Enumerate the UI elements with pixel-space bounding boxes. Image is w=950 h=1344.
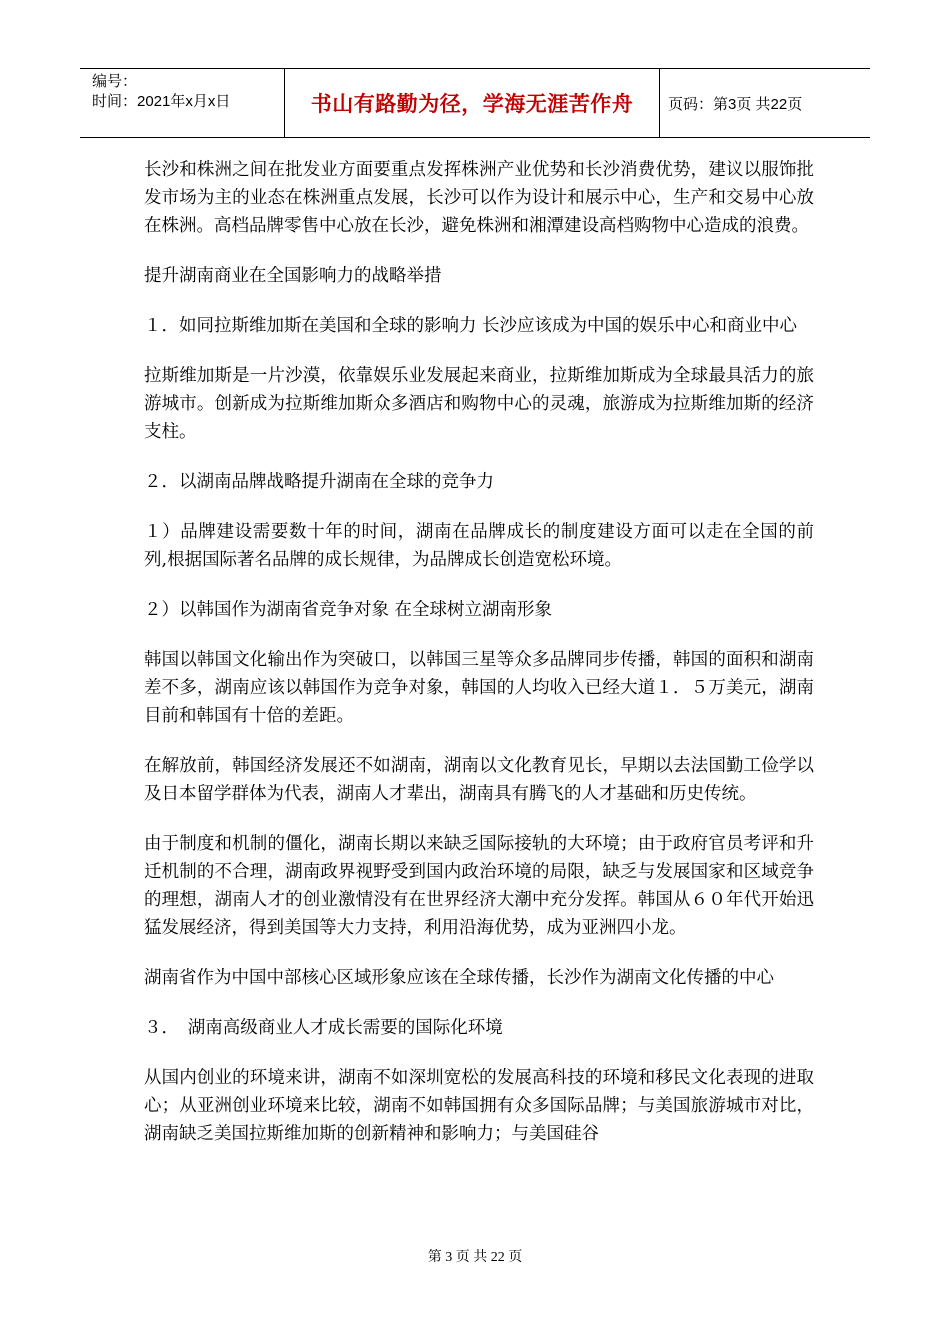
footer-page-number: 第 3 页 共 22 页: [427, 1250, 523, 1265]
paragraph: 湖南省作为中国中部核心区域形象应该在全球传播，长沙作为湖南文化传播的中心: [144, 968, 774, 988]
paragraph: 在解放前，韩国经济发展还不如湖南，湖南以文化教育见长，早期以去法国勤工俭学以及日本留学群体为代表，湖南人才辈出，湖南具有腾飞的人才基础和历史传统。: [144, 756, 814, 804]
section-heading: ３． 湖南高级商业人才成长需要的国际化环境: [144, 1018, 503, 1038]
page-header: [80, 68, 870, 138]
section-heading: ２）以韩国作为湖南省竞争对象 在全球树立湖南形象: [144, 600, 553, 620]
section-heading: １．如同拉斯维加斯在美国和全球的影响力 长沙应该成为中国的娱乐中心和商业中心: [144, 316, 798, 336]
doc-time-label: 时间：2021年x月x日: [92, 93, 231, 110]
document-body: [144, 156, 814, 1170]
header-motto-cell: [284, 69, 660, 137]
header-meta: [80, 69, 284, 137]
paragraph: 由于制度和机制的僵化，湖南长期以来缺乏国际接轨的大环境；由于政府官员考评和升迁机制的不合理，湖南政界视野受到国内政治环境的局限，缺乏与发展国家和区域竞争的理想，湖南人才的创业激情没有在世界经济大潮中充分发挥。韩国从６０年代开始迅猛发展经济，得到美国等大力支持，利用沿海优势，成为亚洲四小龙。: [144, 834, 814, 938]
doc-number-label: 编号：: [92, 73, 138, 90]
paragraph: 韩国以韩国文化输出作为突破口，以韩国三星等众多品牌同步传播，韩国的面积和湖南差不多，湖南应该以韩国作为竞争对象，韩国的人均收入已经大道１．５万美元，湖南目前和韩国有十倍的差距。: [144, 650, 814, 726]
page-footer: [0, 1246, 950, 1266]
paragraph: 从国内创业的环境来讲，湖南不如深圳宽松的发展高科技的环境和移民文化表现的进取心；从亚洲创业环境来比较，湖南不如韩国拥有众多国际品牌；与美国旅游城市对比，湖南缺乏美国拉斯维加斯的创新精神和影响力；与美国硅谷: [144, 1068, 814, 1144]
motto-text: 书山有路勤为径，学海无涯苦作舟: [310, 92, 634, 116]
section-heading: ２．以湖南品牌战略提升湖南在全球的竞争力: [144, 472, 494, 492]
section-heading: 提升湖南商业在全国影响力的战略举措: [144, 266, 442, 286]
paragraph: 拉斯维加斯是一片沙漠，依靠娱乐业发展起来商业，拉斯维加斯成为全球最具活力的旅游城市。创新成为拉斯维加斯众多酒店和购物中心的灵魂，旅游成为拉斯维加斯的经济支柱。: [144, 366, 814, 442]
paragraph: １）品牌建设需要数十年的时间，湖南在品牌成长的制度建设方面可以走在全国的前列,根据国际著名品牌的成长规律，为品牌成长创造宽松环境。: [144, 522, 814, 570]
paragraph: 长沙和株洲之间在批发业方面要重点发挥株洲产业优势和长沙消费优势，建议以服饰批发市场为主的业态在株洲重点发展，长沙可以作为设计和展示中心，生产和交易中心放在株洲。高档品牌零售中心放在长沙，避免株洲和湘潭建设高档购物中心造成的浪费。: [144, 160, 814, 236]
header-page-info: [660, 69, 870, 137]
page-info-text: 页码：第3页 共22页: [668, 95, 803, 113]
